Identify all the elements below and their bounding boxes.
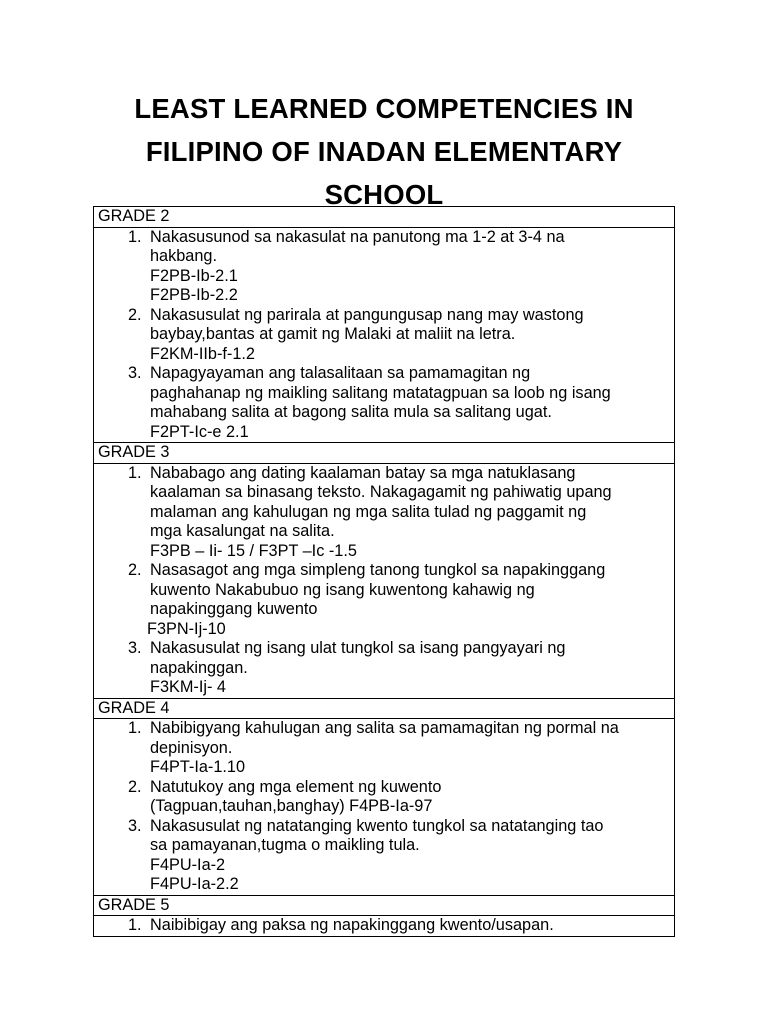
competency-text: kaalaman sa binasang teksto. Nakagagamit ng pahiwatig upang [150,483,612,501]
item-number: 3. [128,364,142,382]
competency-text: sa pamayanan,tugma o maikling tula. [150,836,420,854]
competency-text: kuwento Nakabubuo ng isang kuwentong kahawig ng [150,580,535,599]
competency-list [98,916,670,936]
grade-header-row [94,895,675,916]
competency-text: Nababago ang dating kaalaman batay sa mga natuklasang [150,463,576,482]
competency-code: F2PB-Ib-2.1 [150,266,238,285]
competency-code: F2PB-Ib-2.2 [150,286,238,304]
grade-label: GRADE 5 [94,895,675,916]
competency-item [98,561,670,639]
competency-text: Naibibigay ang paksa ng napakinggang kwento/usapan. [150,916,554,934]
competency-list [98,464,670,698]
competency-text: Nakasusulat ng isang ulat tungkol sa isang pangyayari ng [150,639,566,657]
competency-item [98,778,670,817]
page-title [0,87,768,216]
grade-items-row [94,719,675,896]
competency-code: F3KM-Ij- 4 [150,678,226,696]
grade-label: GRADE 2 [94,207,675,228]
item-number: 1. [128,916,142,934]
grade-items-row [94,227,675,443]
grade-label: GRADE 3 [94,443,675,464]
grade-header-row [94,207,675,228]
item-number: 1. [128,463,142,482]
competency-text: paghahanap ng maikling salitang matatagpuan sa loob ng isang [150,383,611,402]
item-number: 2. [128,561,142,579]
item-number: 2. [128,305,142,324]
grade-label: GRADE 4 [94,698,675,719]
competency-text: mahabang salita at bagong salita mula sa salitang ugat. [150,403,552,421]
competency-list [98,719,670,895]
competencies-table [93,206,675,937]
competency-code: F2KM-IIb-f-1.2 [150,344,255,363]
item-number: 3. [128,816,142,835]
item-number: 1. [128,227,142,246]
competency-code: F4PU-Ia-2.2 [150,875,239,893]
competency-code: F3PB – Ii- 15 / F3PT –Ic -1.5 [150,541,357,560]
competency-text: Nakasusunod sa nakasulat na panutong ma 1-2 at 3-4 na [150,227,565,246]
title-line: SCHOOL [324,179,444,210]
competency-code: F2PT-Ic-e 2.1 [150,422,249,441]
competency-list-cell [94,227,675,443]
competency-item [98,639,670,698]
grade-header-row [94,443,675,464]
competency-list-cell [94,916,675,937]
competency-text: depinisyon. [150,738,233,757]
competency-code: F4PU-Ia-2 [150,855,226,874]
competency-text: Napagyayaman ang talasalitaan sa pamamagitan ng [150,364,531,382]
competency-item [98,916,670,936]
title-line: FILIPINO OF INADAN ELEMENTARY [145,136,623,167]
competency-text: Natutukoy ang mga element ng kuwento [150,777,442,796]
competency-text: Nasasagot ang mga simpleng tanong tungkol sa napakinggang [150,561,606,579]
competency-text: baybay,bantas at gamit ng Malaki at maliit na letra. [150,325,516,343]
competency-text: mga kasalungat na salita. [150,522,335,540]
competency-text: Nabibigyang kahulugan ang salita sa pamamagitan ng pormal na [150,719,619,737]
item-number: 1. [128,719,142,737]
competency-code: F4PT-Ia-1.10 [150,758,246,776]
competency-item [98,719,670,778]
competency-text: Nakasusulat ng parirala at pangungusap nang may wastong [150,305,584,324]
competency-text: (Tagpuan,tauhan,banghay) F4PB-Ia-97 [150,797,433,815]
competency-text: Nakasusulat ng natatanging kwento tungkol sa natatanging tao [150,816,604,835]
competency-text: napakinggang kuwento [150,600,318,618]
grade-items-row [94,463,675,698]
competency-item [98,817,670,895]
competency-item [98,364,670,442]
grade-items-row [94,916,675,937]
grade-header-row [94,698,675,719]
competency-list-cell [94,463,675,698]
competency-item [98,228,670,306]
competency-list [98,228,670,443]
competency-list-cell [94,719,675,896]
competency-text: malaman ang kahulugan ng mga salita tulad ng paggamit ng [150,502,587,521]
competency-item [98,464,670,562]
item-number: 3. [128,639,142,657]
competency-text: napakinggan. [150,658,248,677]
competency-code: F3PN-Ij-10 [147,619,226,638]
title-line: LEAST LEARNED COMPETENCIES IN [134,93,634,124]
competency-text: hakbang. [150,247,217,265]
item-number: 2. [128,777,142,796]
competency-item [98,306,670,365]
